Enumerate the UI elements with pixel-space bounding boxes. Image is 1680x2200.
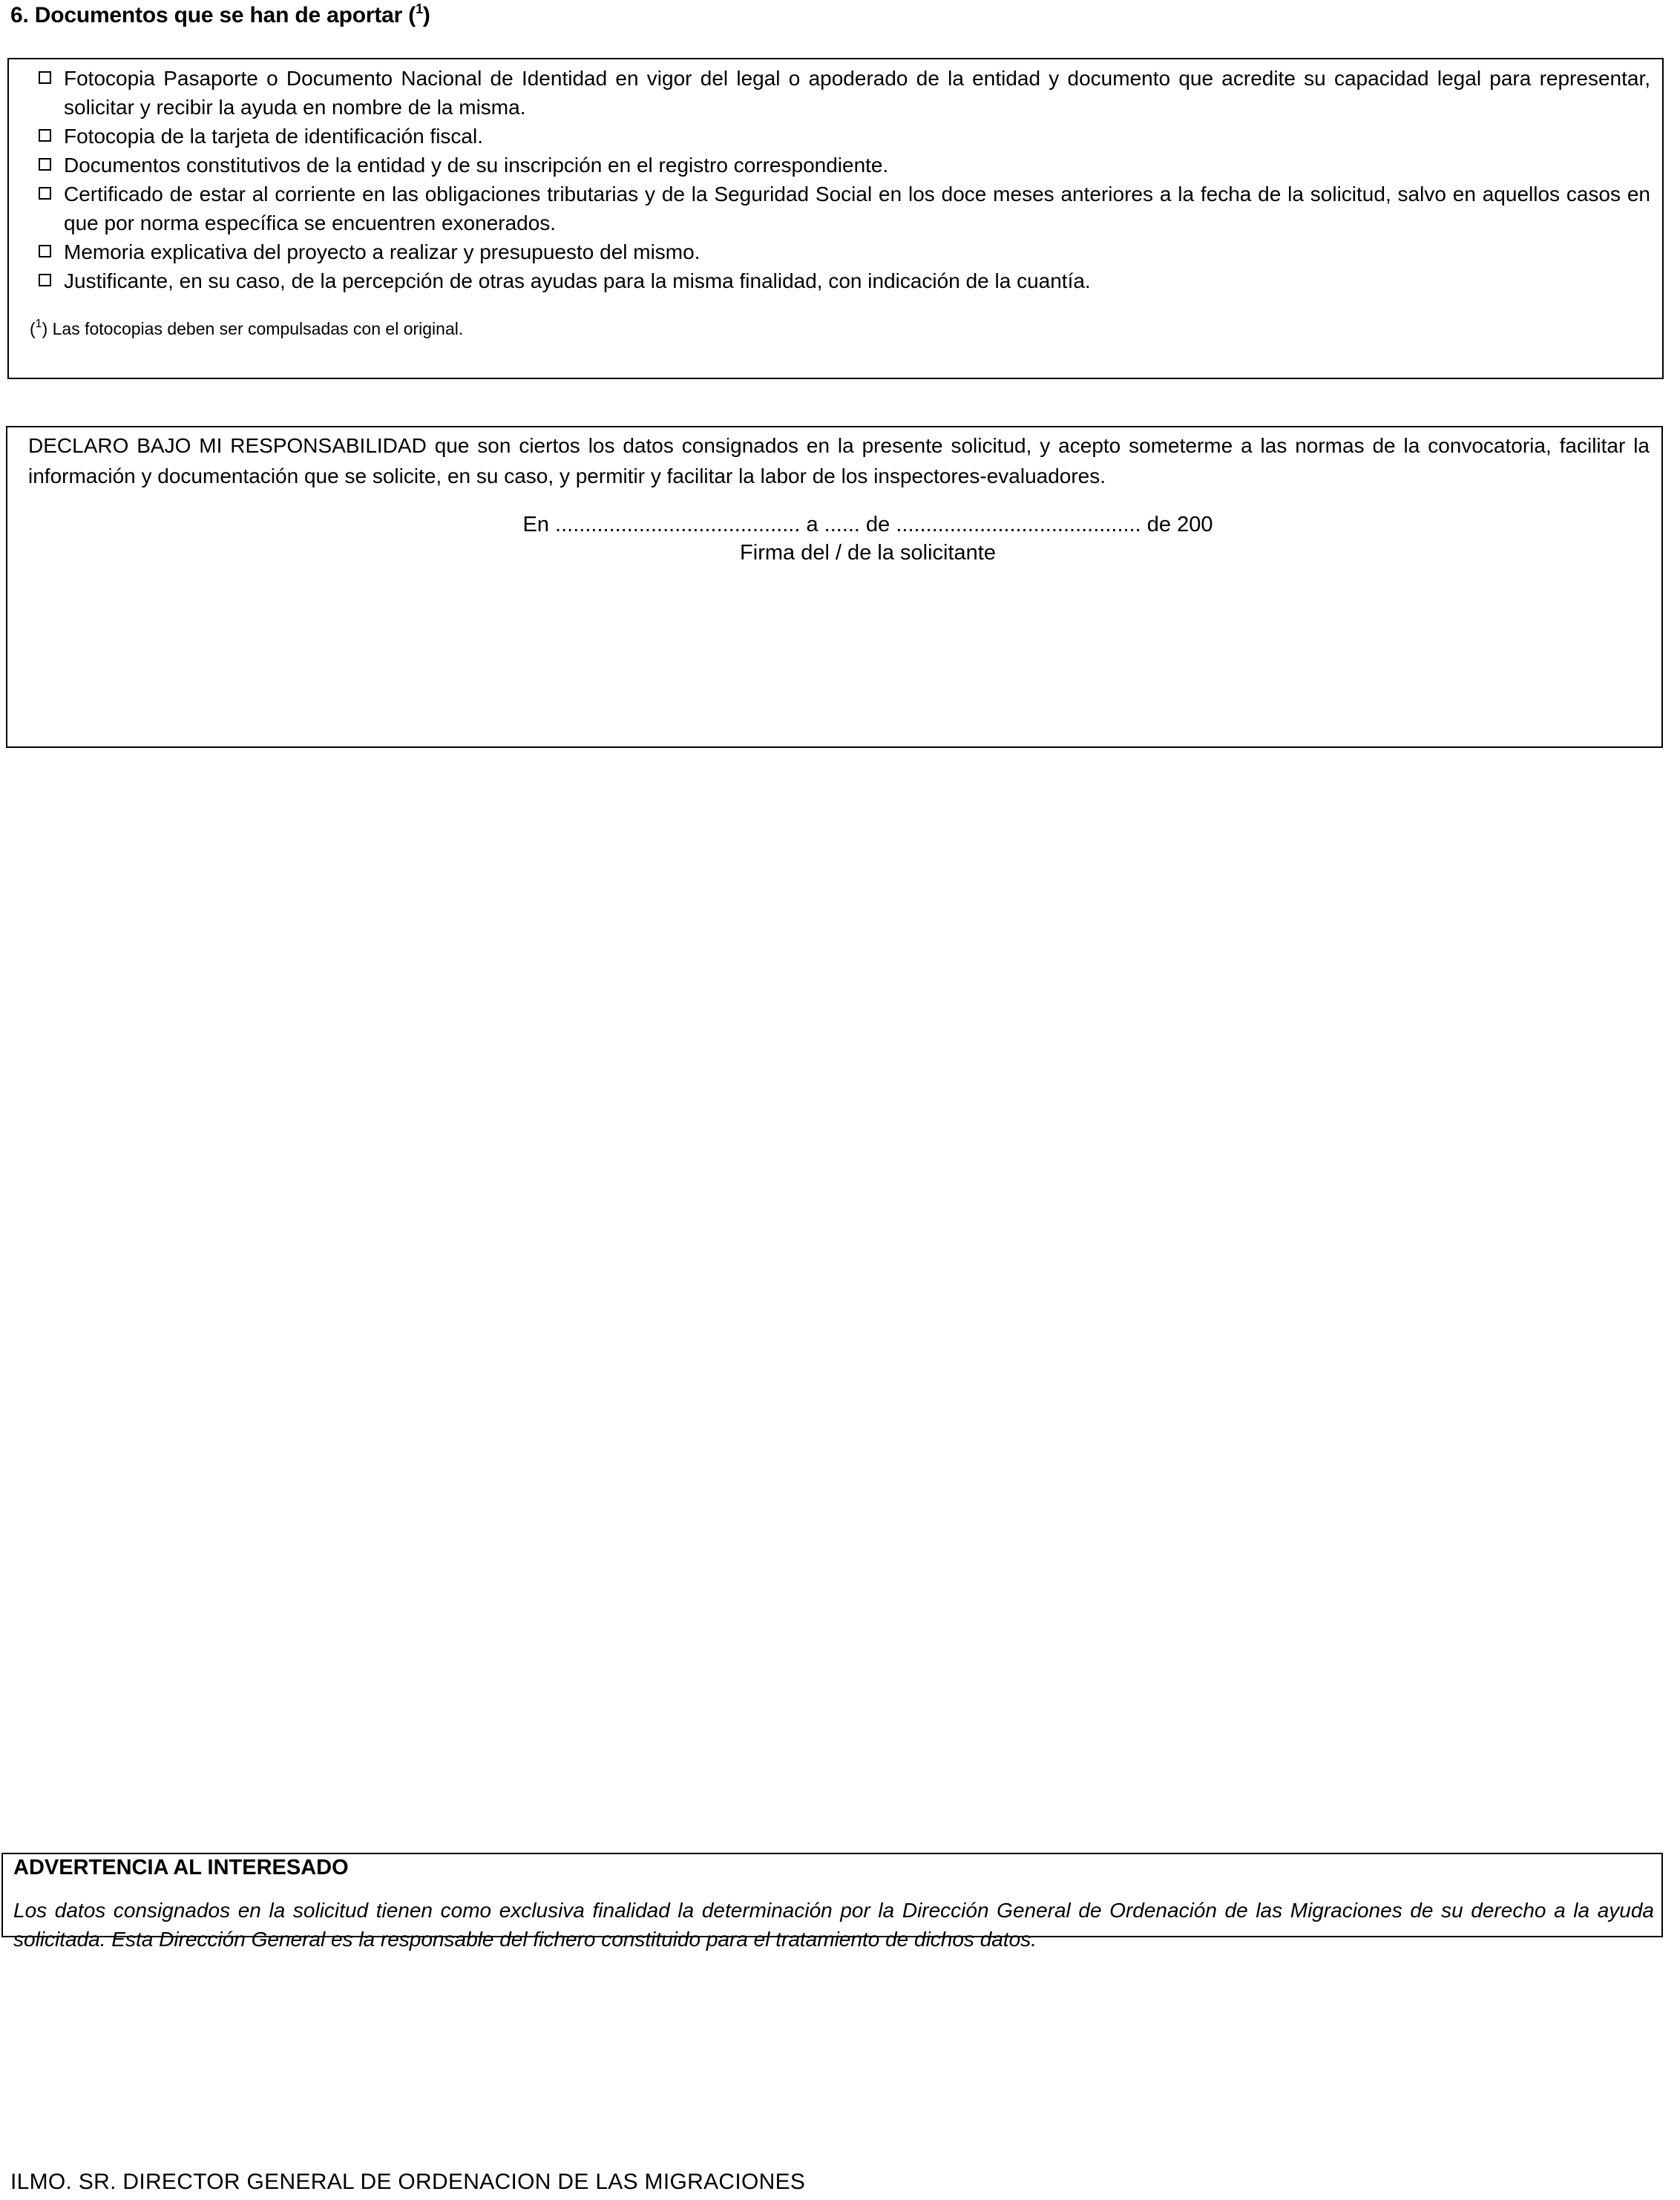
declaration-box (6, 426, 1663, 748)
place-date-field[interactable]: En ......................................... a ...... de ......................................... de 200 (522, 513, 1213, 536)
document-label: Certificado de estar al corriente en las obligaciones tributarias y de la Seguridad Social en los doce meses anteriores a la fecha de la solicitud, salvo en aquellos casos en que por norma específica se encuentren exonerados. (64, 183, 1650, 234)
checkbox[interactable] (39, 187, 51, 200)
checkbox[interactable] (39, 158, 51, 171)
checkbox[interactable] (39, 274, 51, 286)
footnote-ref: 1 (416, 1, 423, 16)
footnote-mark: 1 (35, 318, 42, 330)
warning-text: Los datos consignados en la solicitud tienen como exclusiva finalidad la determinación por la Dirección General de Ordenación de las Migraciones de su derecho a la ayuda solicitada. Esta Dirección General es la responsable del fichero constituido para el tratamiento de dichos datos. (13, 1899, 1654, 1951)
document-item-other-aid (30, 266, 1650, 295)
documents-list (30, 64, 1650, 295)
document-label: Fotocopia de la tarjeta de identificación fiscal. (64, 125, 483, 148)
documents-box (7, 58, 1664, 379)
footnote (30, 319, 463, 339)
warning-box (1, 1853, 1663, 1951)
checkbox[interactable] (39, 71, 51, 84)
declaration-text: DECLARO BAJO MI RESPONSABILIDAD que son ciertos los datos consignados en la presente solicitud, y acepto someterme a las normas de la convocatoria, facilitar la información y documentación que se solicite, en su caso, y permitir y facilitar la labor de los inspectores-evaluadores. (28, 434, 1650, 487)
footnote-open: ( (30, 319, 36, 338)
section-title (10, 3, 430, 28)
document-item-constitutive (30, 151, 1650, 180)
document-item-tax-id (30, 122, 1650, 151)
warning-title: ADVERTENCIA AL INTERESADO (13, 1856, 349, 1879)
document-item-certificate (30, 180, 1650, 237)
document-item-passport (30, 64, 1650, 122)
section-title-text: 6. Documentos que se han de aportar ( (10, 3, 416, 27)
footnote-text: ) Las fotocopias deben ser compulsadas con el original. (42, 319, 464, 338)
document-label: Memoria explicativa del proyecto a realizar y presupuesto del mismo. (64, 240, 700, 263)
checkbox[interactable] (39, 245, 51, 257)
document-item-project-report (30, 237, 1650, 266)
section-title-close: ) (422, 3, 430, 27)
checkbox[interactable] (39, 129, 51, 142)
document-label: Documentos constitutivos de la entidad y de su inscripción en el registro correspondiente. (64, 154, 889, 177)
document-label: Justificante, en su caso, de la percepción de otras ayudas para la misma finalidad, con indicación de la cuantía. (64, 269, 1091, 292)
document-label: Fotocopia Pasaporte o Documento Nacional de Identidad en vigor del legal o apoderado de la entidad y documento que acredite su capacidad legal para representar, solicitar y recibir la ayuda en nombre de la misma. (64, 67, 1650, 119)
addressee: ILMO. SR. DIRECTOR GENERAL DE ORDENACION DE LAS MIGRACIONES (10, 2170, 806, 2194)
signature-label: Firma del / de la solicitante (740, 541, 996, 565)
